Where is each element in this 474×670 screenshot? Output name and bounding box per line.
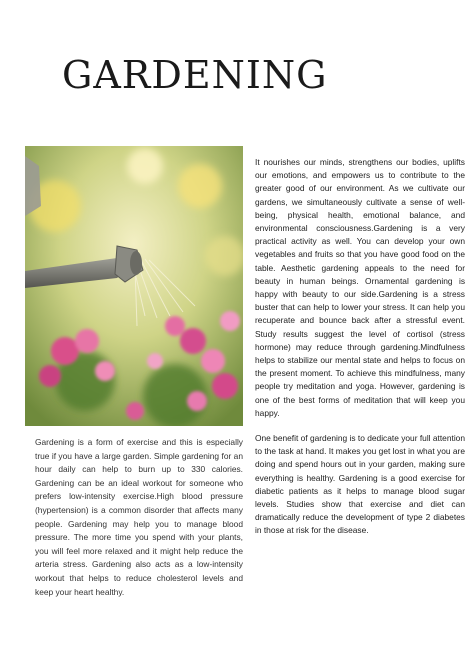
- garden-photo: [25, 146, 243, 426]
- left-paragraph: Gardening is a form of exercise and this is especially true if you have a large garden. Simple gardening for an hour daily can help to burn up to 330 calories. Gardening can be an ideal workout for someone who prefers low-intensity exercise.High blood pressure (hypertension) is a common disorder that affects many people. Gardening may help you to manage blood pressure. The more time you spend with your plants, you will feel more relaxed and it might help reduce the arteria stress. Gardening also acts as a low-intensity workout that helps to reduce cholesterol levels and keep your heart healthy.: [35, 437, 243, 597]
- page-title: GARDENING: [62, 53, 328, 97]
- watering-can-icon: [25, 146, 243, 426]
- right-column: [255, 156, 465, 550]
- right-paragraph-1: It nourishes our minds, strengthens our bodies, uplifts our emotions, and empowers us to contribute to the greater good of our environment. As we cultivate our gardens, we simultaneously cultivate a sense of well-being, physical health, emotional balance, and environmental consciousness.Gardening is a very practical activity as well. You can develop your own vegetables and fruits so that you have good food on the table. Aesthetic gardening appeals to the need for beauty in human beings. Ornamental gardening is happy with beauty to our side.Gardening is a stress buster that can help to lower your stress. It can help you recuperate and bounce back after a stressful event. Study results suggest the level of cortisol (stress hormone) may reduce through gardening.Mindfulness helps to stabilize our mental state and helps to focus on the present moment. To achieve this mindfulness, many people try meditation and yoga. However, gardening is one of the best forms of meditation that will keep you happy.: [255, 157, 465, 418]
- right-paragraph-2: One benefit of gardening is to dedicate your full attention to the task at hand. It makes you get lost in what you are doing and spend hours out in your garden, making sure everything is healthy. Gardening is a good exercise for diabetic patients as it helps to manage blood sugar levels. Studies show that exercise and diet can dramatically reduce the development of type 2 diabetes in those at risk for the disease.: [255, 433, 465, 536]
